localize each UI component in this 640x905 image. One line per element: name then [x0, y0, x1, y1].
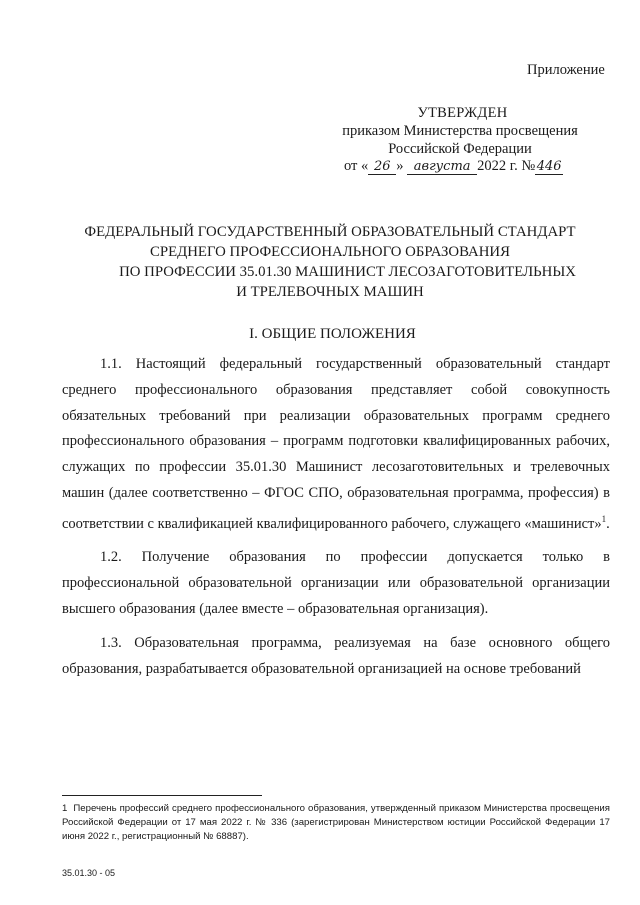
title-line-3: ПО ПРОФЕССИИ 35.01.30 МАШИНИСТ ЛЕСОЗАГОТОВИТЕЛЬНЫХ — [119, 264, 576, 280]
page-code: 35.01.30 - 05 — [62, 868, 116, 878]
order-line-1: приказом Министерства просвещения — [342, 123, 578, 139]
paragraph-1-1-text: 1.1. Настоящий федеральный государственный образовательный стандарт среднего профессионального образования представляет собой совокупность обязательных требований при реализации образовательных программ среднего профессионального образования – программ подготовки квалифицированных рабочих, служащих по профессии 35.01.30 Машинист лесозаготовительных и трелевочных машин (далее соответственно – ФГОС СПО, образовательная программа, профессия) в соответствии с квалификацией квалифицированного рабочего, служащего «машинист» — [62, 356, 610, 532]
document-title — [0, 222, 640, 302]
title-line-4: И ТРЕЛЕВОЧНЫХ МАШИН — [236, 284, 424, 300]
paragraph-1-1-end: . — [606, 515, 610, 532]
approval-block — [0, 104, 640, 158]
title-line-1: ФЕДЕРАЛЬНЫЙ ГОСУДАРСТВЕННЫЙ ОБРАЗОВАТЕЛЬНЫЙ СТАНДАРТ — [84, 224, 576, 240]
title-line-2: СРЕДНЕГО ПРОФЕССИОНАЛЬНОГО ОБРАЗОВАНИЯ — [150, 244, 510, 260]
date-year: 2022 г. № — [477, 158, 536, 174]
annex-label: Приложение — [527, 62, 605, 78]
order-line-2: Российской Федерации — [388, 141, 532, 157]
handwritten-month: августа — [407, 159, 477, 175]
handwritten-order-number: 446 — [536, 159, 562, 174]
body-text — [62, 352, 610, 682]
date-prefix: от « — [344, 158, 369, 174]
footnote-reference[interactable]: 1 — [601, 513, 607, 524]
approved-heading: УТВЕРЖДЕН — [417, 105, 508, 121]
footnote-text: Перечень профессий среднего профессионального образования, утвержденный приказом Министерства просвещения Российской Федерации от 17 мая 2022 г. № 336 (зарегистрирован Министерством юстиции Российской Федерации 17 июня 2022 г., регистрационный № 68887). — [62, 803, 610, 842]
footnote-mark: 1 — [62, 803, 68, 814]
footnote-divider — [62, 795, 262, 796]
order-date-line — [344, 158, 563, 175]
paragraph-1-1 — [62, 352, 610, 537]
paragraph-1-3: 1.3. Образовательная программа, реализуемая на базе основного общего образования, разрабатывается образовательной организацией на основе требований — [62, 634, 610, 677]
paragraph-1-2: 1.2. Получение образования по профессии допускается только в профессиональной образовательной организации или образовательной организации высшего образования (далее вместе – образовательная организация). — [62, 549, 610, 617]
handwritten-day: 26 — [368, 159, 396, 175]
footnote — [62, 802, 610, 843]
section-heading: I. ОБЩИЕ ПОЛОЖЕНИЯ — [249, 326, 416, 342]
date-mid: » — [396, 158, 404, 174]
